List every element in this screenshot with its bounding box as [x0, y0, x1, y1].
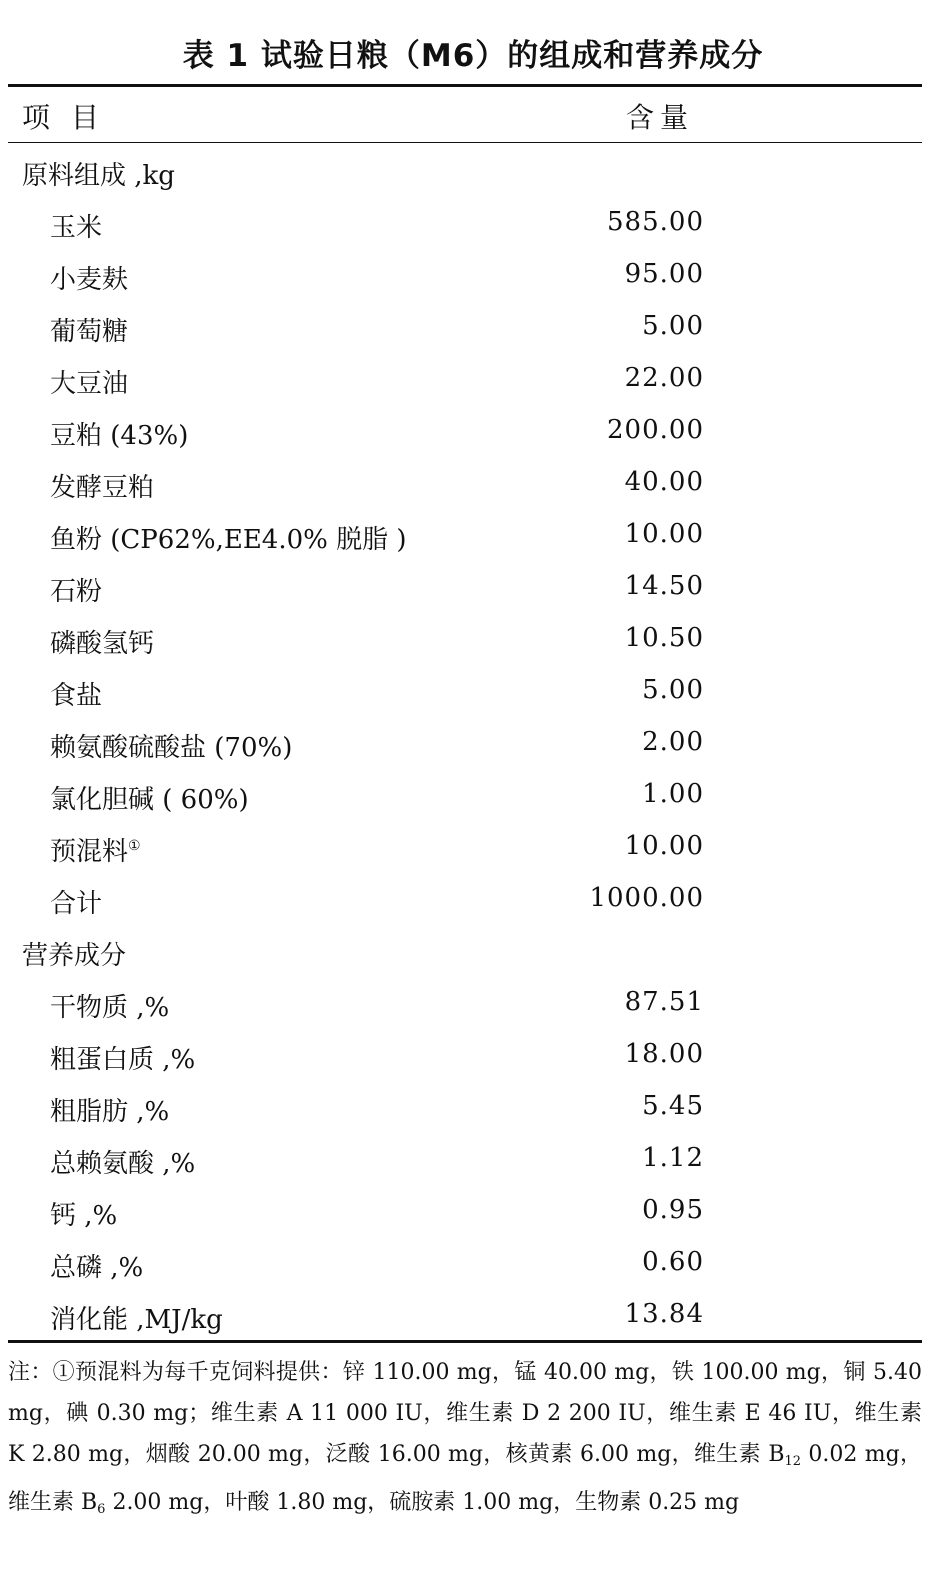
row-label: 葡萄糖: [50, 317, 129, 347]
table-row: [0, 353, 946, 405]
row-value: 18.00: [624, 1039, 704, 1069]
row-label: 总赖氨酸 ,%: [50, 1149, 196, 1179]
table-row: [0, 821, 946, 873]
row-value: 40.00: [624, 467, 704, 497]
table-row: [0, 977, 946, 1029]
table-footnote: [8, 1352, 922, 1530]
footnote-text-2: 0.02 mg，维生素 B: [8, 1442, 922, 1515]
table-row: [0, 301, 946, 353]
row-label: 粗蛋白质 ,%: [50, 1045, 196, 1075]
section-label: 营养成分: [22, 941, 127, 971]
header-amount: 含量: [626, 101, 695, 134]
row-label: 赖氨酸硫酸盐 (70%): [50, 733, 293, 763]
row-label: 消化能 ,MJ/kg: [50, 1305, 223, 1335]
row-label: 玉米: [50, 213, 103, 243]
row-label: 总磷 ,%: [50, 1253, 144, 1283]
section-header-nutrients: [0, 925, 946, 977]
row-value: 5.00: [642, 675, 704, 705]
footnote-text-3: 2.00 mg，叶酸 1.80 mg，硫胺素 1.00 mg，生物素 0.25 mg: [105, 1490, 740, 1515]
footnote-text-1: 注：①预混料为每千克饲料提供：锌 110.00 mg，锰 40.00 mg，铁 100.00 mg，铜 5.40 mg，碘 0.30 mg；维生素 A 11 000 IU，维生素 D 2 200 IU，维生素 E 46 IU，维生素 K 2.80 mg，烟酸 20.00 mg，泛酸 16.00 mg，核黄素 6.00 mg，维生素 B: [8, 1360, 922, 1467]
row-value: 5.45: [642, 1091, 704, 1121]
row-label-premix: [50, 831, 141, 868]
top-rule: [8, 84, 922, 87]
row-label-text: 预混料: [50, 837, 129, 867]
table-row: [0, 457, 946, 509]
row-value: 87.51: [624, 987, 704, 1017]
footnote-subscript-b12: 12: [784, 1454, 802, 1469]
row-label: 大豆油: [50, 369, 129, 399]
table-row: [0, 1133, 946, 1185]
footnote-subscript-b6: 6: [97, 1502, 106, 1517]
header-rule: [8, 142, 922, 143]
row-label: 钙 ,%: [50, 1201, 118, 1231]
table-body: [0, 145, 946, 1341]
row-label: 氯化胆碱 ( 60%): [50, 785, 249, 815]
row-value: 10.00: [624, 831, 704, 861]
row-label: 磷酸氢钙: [50, 629, 155, 659]
table-row: [0, 561, 946, 613]
row-label: 食盐: [50, 681, 103, 711]
row-value: 200.00: [607, 415, 704, 445]
row-value: 1000.00: [589, 883, 704, 913]
row-label: 小麦麸: [50, 265, 129, 295]
table-row: [0, 405, 946, 457]
row-value: 5.00: [642, 311, 704, 341]
table-row: [0, 1081, 946, 1133]
row-value: 10.50: [624, 623, 704, 653]
row-value: 0.95: [642, 1195, 704, 1225]
row-value: 10.00: [624, 519, 704, 549]
table-row: [0, 769, 946, 821]
row-label: 鱼粉 (CP62%,EE4.0% 脱脂 ): [50, 525, 407, 555]
section-header-ingredients: [0, 145, 946, 197]
table-row: [0, 249, 946, 301]
row-value: 1.12: [642, 1143, 704, 1173]
bottom-rule: [8, 1340, 922, 1343]
row-label: 粗脂肪 ,%: [50, 1097, 170, 1127]
header-item: 项 目: [22, 101, 105, 134]
table-row: [0, 717, 946, 769]
table-row: [0, 1237, 946, 1289]
row-value: 0.60: [642, 1247, 704, 1277]
table-row: [0, 197, 946, 249]
row-value: 585.00: [607, 207, 704, 237]
table-row: [0, 1289, 946, 1341]
table-title: 表 1 试验日粮（M6）的组成和营养成分: [182, 38, 764, 74]
row-label: 发酵豆粕: [50, 473, 155, 503]
table-row: [0, 509, 946, 561]
table-row: [0, 1029, 946, 1081]
row-label: 豆粕 (43%): [50, 421, 189, 451]
table-row: [0, 613, 946, 665]
row-value: 1.00: [642, 779, 704, 809]
row-value: 2.00: [642, 727, 704, 757]
row-value: 13.84: [624, 1299, 704, 1329]
table-row-total: [0, 873, 946, 925]
row-label: 干物质 ,%: [50, 993, 170, 1023]
row-value: 95.00: [624, 259, 704, 289]
row-label: 石粉: [50, 577, 103, 607]
row-label: 合计: [50, 889, 103, 919]
table-row: [0, 665, 946, 717]
table-row: [0, 1185, 946, 1237]
row-value: 22.00: [624, 363, 704, 393]
footnote-marker: ①: [128, 838, 141, 854]
section-label: 原料组成 ,kg: [22, 161, 175, 191]
row-value: 14.50: [624, 571, 704, 601]
